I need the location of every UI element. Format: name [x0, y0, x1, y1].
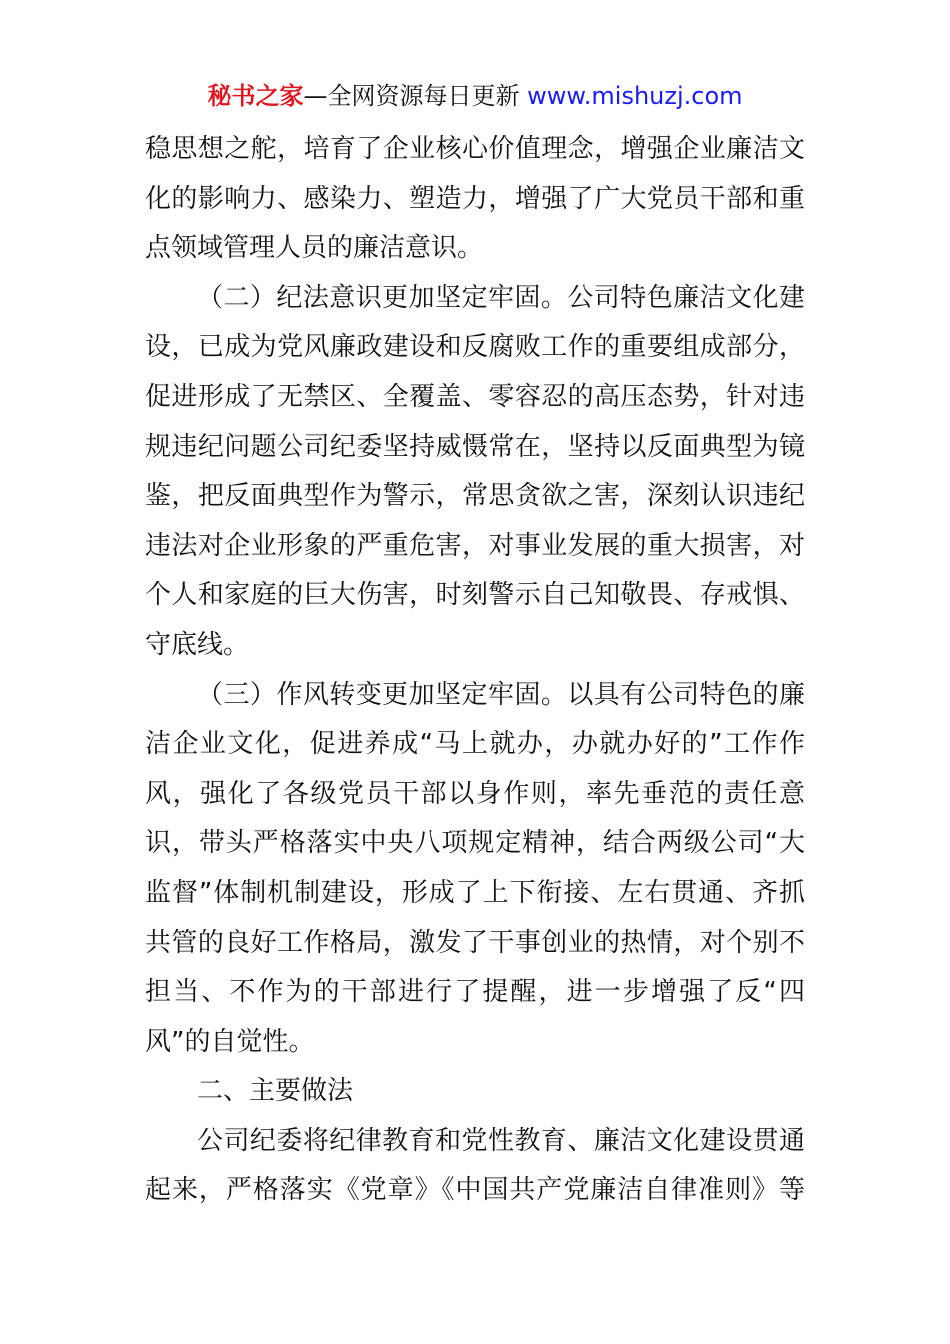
- text-line: 风，强化了各级党员干部以身作则，率先垂范的责任意: [145, 778, 805, 809]
- document-body: [145, 125, 805, 1216]
- text-line: 起来，严格落实《党章》《中国共产党廉洁自律准则》等: [145, 1175, 805, 1206]
- text-line: 违法对企业形象的严重危害，对事业发展的重大损害，对: [145, 530, 805, 561]
- section-title: 二、主要做法: [197, 1076, 354, 1107]
- site-url[interactable]: www.mishuzj.com: [527, 82, 743, 110]
- section-heading-line: （三）作风转变更加坚定牢固。以具有公司特色的廉: [197, 679, 805, 710]
- text-line: 担当、不作为的干部进行了提醒，进一步增强了反“四: [145, 977, 805, 1008]
- text-line: 共管的良好工作格局，激发了干事创业的热情，对个别不: [145, 927, 805, 958]
- text-line: 稳思想之舵，培育了企业核心价值理念，增强企业廉洁文: [145, 134, 805, 164]
- text-line: 促进形成了无禁区、全覆盖、零容忍的高压态势，针对违: [145, 381, 805, 412]
- text-line: 规违纪问题公司纪委坚持威慑常在，坚持以反面典型为镜: [145, 431, 805, 462]
- site-brand: 秘书之家: [207, 82, 304, 110]
- text-line: 监督”体制机制建设，形成了上下衔接、左右贯通、齐抓: [145, 877, 805, 908]
- text-line: 化的影响力、感染力、塑造力，增强了广大党员干部和重: [145, 183, 805, 214]
- text-line: 守底线。: [145, 629, 250, 660]
- text-line: 设，已成为党风廉政建设和反腐败工作的重要组成部分，: [145, 332, 805, 363]
- text-line: 识，带头严格落实中央八项规定精神，结合两级公司“大: [145, 828, 805, 859]
- section-heading-line: （二）纪法意识更加坚定牢固。公司特色廉洁文化建: [197, 282, 805, 313]
- text-line: 个人和家庭的巨大伤害，时刻警示自己知敬畏、存戒惧、: [145, 580, 805, 611]
- text-line: 风”的自觉性。: [145, 1026, 315, 1057]
- text-line: 公司纪委将纪律教育和党性教育、廉洁文化建设贯通: [197, 1125, 805, 1156]
- text-line: 点领域管理人员的廉洁意识。: [145, 233, 484, 264]
- site-tagline: —全网资源每日更新: [303, 82, 528, 110]
- text-line: 洁企业文化，促进养成“马上就办，办就办好的”工作作: [145, 729, 805, 760]
- site-header: [0, 80, 950, 112]
- text-line: 鉴，把反面典型作为警示，常思贪欲之害，深刻认识违纪: [145, 481, 805, 512]
